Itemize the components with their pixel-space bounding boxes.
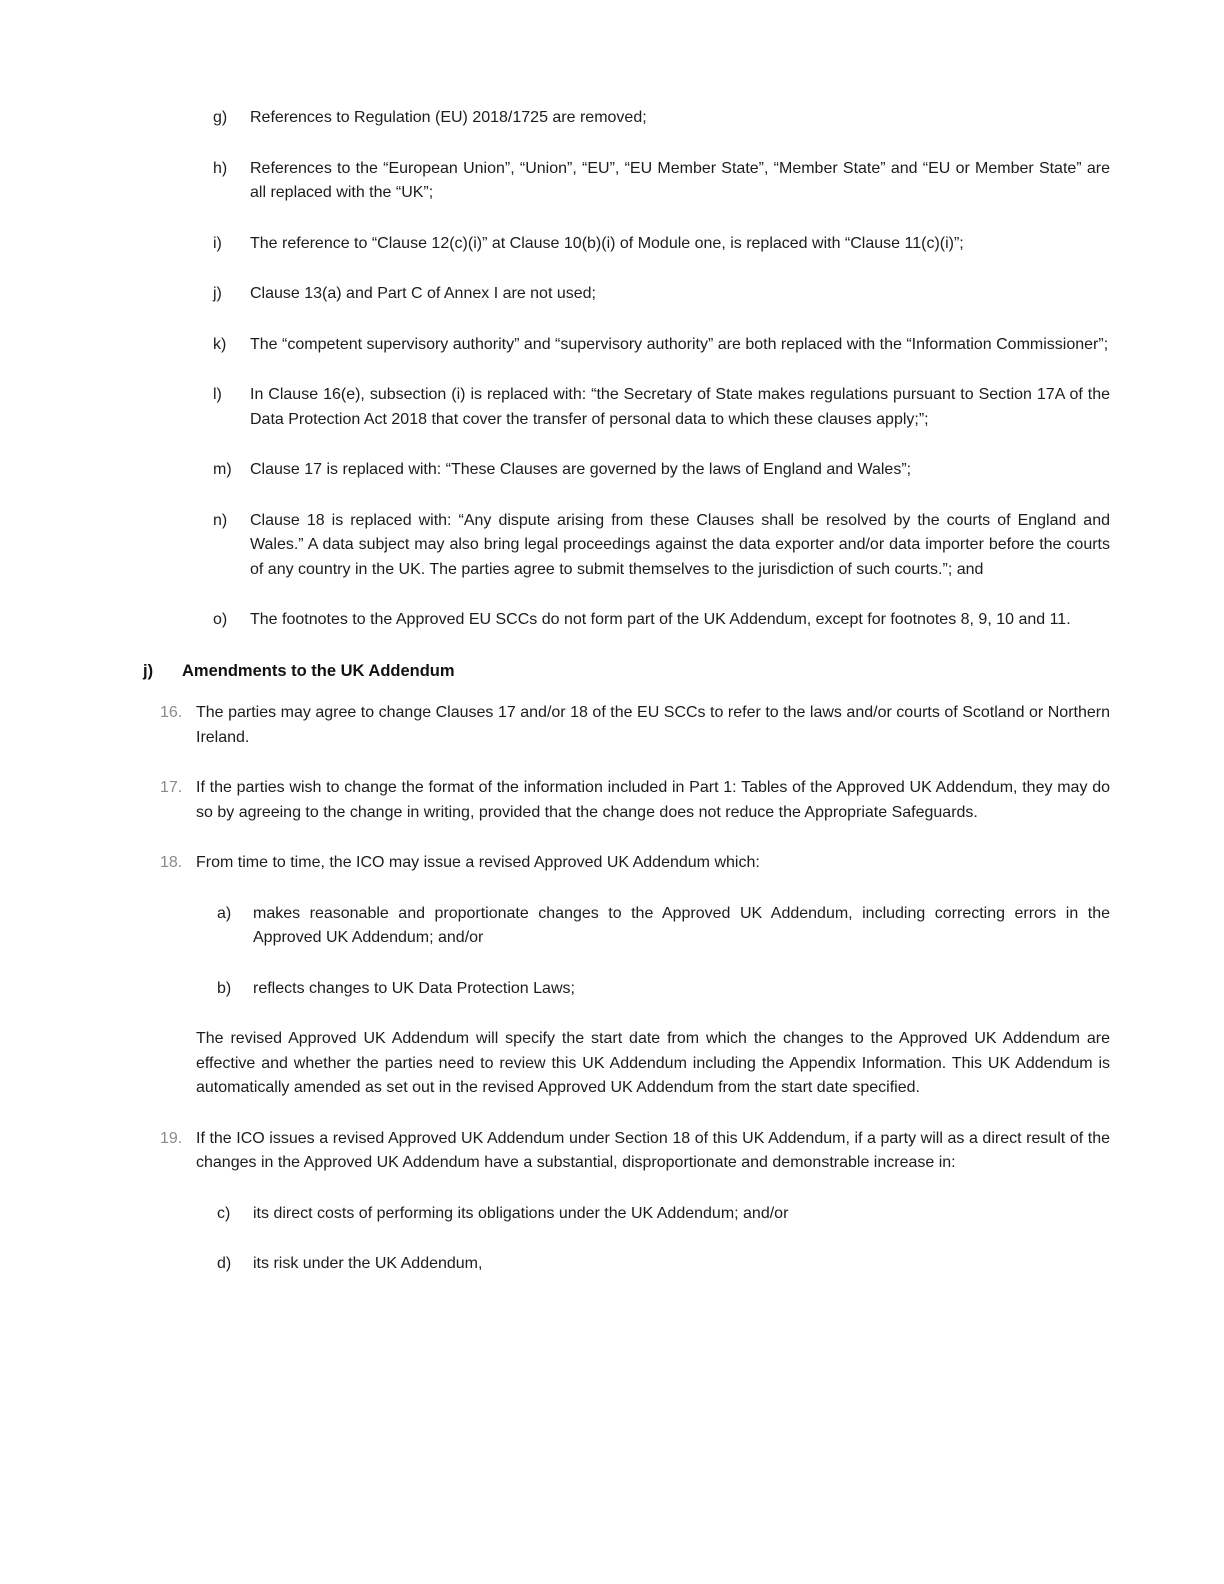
sub-item-c — [217, 1202, 1110, 1227]
item-label: n) — [213, 511, 228, 529]
item-text: Clause 13(a) and Part C of Annex I are not used; — [250, 285, 596, 302]
sub-item-a — [217, 902, 1110, 951]
list-item-j — [213, 282, 1110, 307]
item-text: Clause 17 is replaced with: “These Clauses are governed by the laws of England and Wales”; — [250, 461, 912, 478]
item-label: m) — [213, 461, 232, 478]
section-heading-label: j) — [143, 661, 154, 680]
sub-item-d — [217, 1252, 1110, 1277]
numbered-item-18 — [160, 851, 1110, 876]
item-label: g) — [213, 109, 228, 126]
item-text: The reference to “Clause 12(c)(i)” at Clause 10(b)(i) of Module one, is replaced with “Clause 11(c)(i)”; — [250, 234, 964, 252]
list-item-o — [213, 608, 1110, 633]
numbered-item-19 — [160, 1127, 1110, 1176]
item-label: o) — [213, 611, 228, 628]
item-text: References to the “European Union”, “Union”, “EU”, “EU Member State”, “Member State” and “EU or Member State” are all replaced with the “UK”; — [250, 159, 1110, 201]
item-text: If the parties wish to change the format of the information included in Part 1: Tables of the Approved UK Addendum, they may do so by agreeing to the change in writing, provided that the change does not reduce the Appropriate Safeguards. — [196, 779, 1110, 821]
item-text: The “competent supervisory authority” and “supervisory authority” are both replaced with the “Information Commissioner”; — [250, 335, 1109, 353]
item-label: l) — [213, 386, 222, 403]
item-text: The parties may agree to change Clauses 17 and/or 18 of the EU SCCs to refer to the laws and/or courts of Scotland or Northern Ireland. — [196, 704, 1110, 746]
item-text: References to Regulation (EU) 2018/1725 are removed; — [250, 109, 647, 126]
sub-item-b — [217, 977, 1110, 1002]
numbered-item-17 — [160, 776, 1110, 825]
item-label: k) — [213, 335, 227, 353]
list-item-h — [213, 157, 1110, 206]
item-number: 18. — [160, 854, 183, 871]
item-label: b) — [217, 979, 232, 997]
item-label: c) — [217, 1204, 231, 1222]
item-label: h) — [213, 159, 228, 177]
item-text: its direct costs of performing its obligations under the UK Addendum; and/or — [253, 1204, 789, 1222]
continuation-paragraph: The revised Approved UK Addendum will specify the start date from which the changes to the Approved UK Addendum are effective and whether the parties need to review this UK Addendum including the Appendix Information. This UK Addendum is automatically amended as set out in the revised Approved UK Addendum from the start date specified. — [196, 1030, 1110, 1096]
section-heading-text: Amendments to the UK Addendum — [182, 661, 455, 680]
item-text: From time to time, the ICO may issue a revised Approved UK Addendum which: — [196, 854, 760, 871]
item-text: reflects changes to UK Data Protection Laws; — [253, 979, 575, 997]
section-heading — [143, 659, 1110, 684]
item-number: 19. — [160, 1129, 183, 1147]
item-label: d) — [217, 1255, 232, 1272]
item-text: If the ICO issues a revised Approved UK Addendum under Section 18 of this UK Addendum, if a party will as a direct result of the changes in the Approved UK Addendum have a substantial, disproportionate and demonstrable increase in: — [196, 1129, 1110, 1171]
item-label: a) — [217, 904, 232, 922]
item-text: makes reasonable and proportionate changes to the Approved UK Addendum, including correcting errors in the Approved UK Addendum; and/or — [253, 904, 1110, 946]
item-text: its risk under the UK Addendum, — [253, 1255, 483, 1272]
list-item-n — [213, 509, 1110, 583]
item-label: j) — [213, 285, 222, 302]
list-item-g — [213, 106, 1110, 131]
list-item-i — [213, 232, 1110, 257]
item-number: 17. — [160, 779, 183, 796]
item-text: Clause 18 is replaced with: “Any dispute arising from these Clauses shall be resolved by the courts of England and Wales.” A data subject may also bring legal proceedings against the data exporter and/or data importer before the courts of any country in the UK. The parties agree to submit themselves to the jurisdiction of such courts.”; and — [250, 511, 1110, 578]
item-label: i) — [213, 234, 222, 252]
list-item-k — [213, 333, 1110, 358]
item-text: The footnotes to the Approved EU SCCs do not form part of the UK Addendum, except for footnotes 8, 9, 10 and 11. — [250, 611, 1071, 628]
numbered-item-16 — [160, 701, 1110, 750]
item-number: 16. — [160, 704, 183, 721]
list-item-m — [213, 458, 1110, 483]
item-text: In Clause 16(e), subsection (i) is replaced with: “the Secretary of State makes regulations pursuant to Section 17A of the Data Protection Act 2018 that cover the transfer of personal data to which these clauses apply;”; — [250, 386, 1110, 428]
list-item-l — [213, 383, 1110, 432]
